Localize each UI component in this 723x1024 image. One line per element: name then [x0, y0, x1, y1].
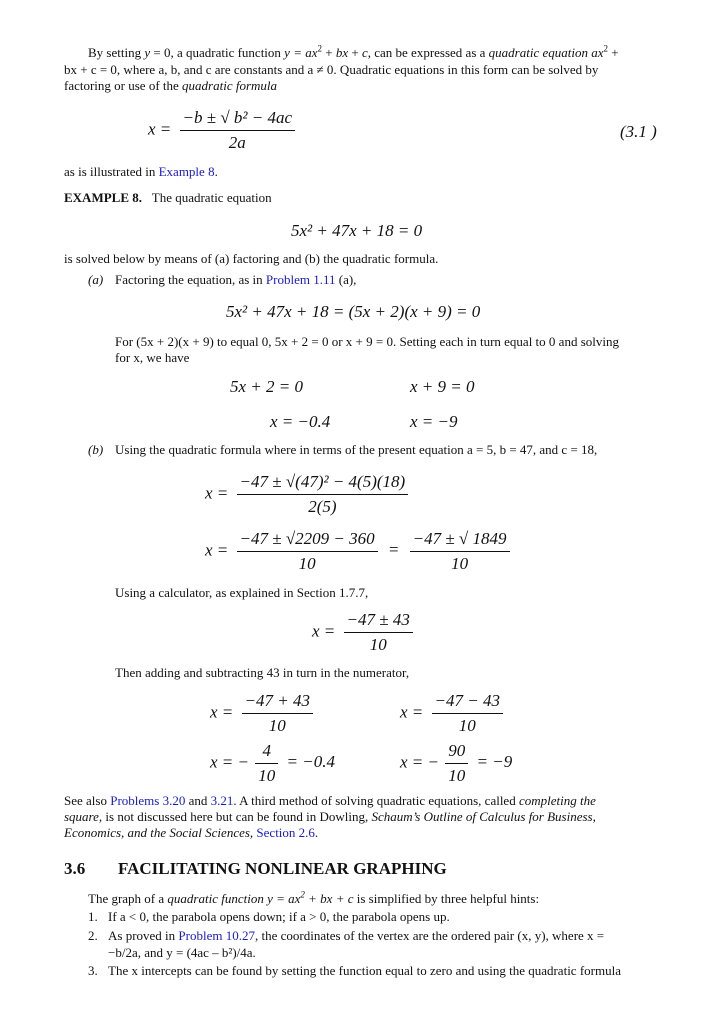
part-a-eq-right-2: x = −9 [410, 412, 458, 431]
hint-3: The x intercepts can be found by setting the function equal to zero and using the quadratic formula [108, 963, 621, 978]
part-a-text: Factoring the equation, as in Problem 1.11 (a), [115, 272, 357, 287]
part-a-factored-equation: 5x² + 47x + 18 = (5x + 2)(x + 9) = 0 [226, 302, 481, 321]
hint-2-line-2: −b/2a, and y = (4ac – b²)/4a. [108, 945, 256, 960]
hint-3-number: 3. [88, 963, 98, 978]
example-8-equation: 5x² + 47x + 18 = 0 [291, 221, 423, 240]
hint-1: If a < 0, the parabola opens down; if a > 0, the parabola opens up. [108, 909, 450, 924]
part-a-for-line-2: for x, we have [115, 350, 190, 365]
example-8-solved-text: is solved below by means of (a) factoring and (b) the quadratic formula. [64, 251, 439, 266]
part-b-formula-5: x = $\frac{-47 - 43}{10}$ [400, 691, 503, 736]
example-8-heading: EXAMPLE 8. The quadratic equation [64, 190, 272, 205]
part-b-formula-3: x = $\frac{-47 \pm 43}{10}$ [312, 610, 413, 655]
part-b-marker: (b) [88, 442, 104, 457]
part-a-eq-left-1: 5x + 2 = 0 [230, 377, 303, 396]
equation-number-3-1: (3.1 ) [620, 122, 657, 141]
part-b-formula-4: x = $\frac{-47 + 43}{10}$ [210, 691, 313, 736]
part-b-formula-6: x = − $\frac{4}{10}$ = −0.4 [210, 741, 335, 785]
part-a-for-line-1: For (5x + 2)(x + 9) to equal 0, 5x + 2 = 0 or x + 9 = 0. Setting each in turn equal to 0 and solving [115, 334, 619, 349]
problem-1-11-link[interactable]: Problem 1.11 [265, 272, 336, 287]
see-also-line-2: square, is not discussed here but can be found in Dowling, Schaum’s Outline of Calculus for Business, [64, 809, 596, 824]
intro-line-1: By setting y = 0, a quadratic function $y = ax^2$ + bx + c, can be expressed as a quadratic equation $ax^2$ + [88, 43, 619, 60]
part-a-marker: (a) [88, 272, 104, 287]
then-text: Then adding and subtracting 43 in turn in the numerator, [115, 665, 410, 680]
part-b-formula-1: x = $\frac{\text{−47 ± √(47)² − 4(5)(18)}}{2(5)}$ [205, 472, 408, 517]
part-b-text: Using the quadratic formula where in terms of the present equation a = 5, b = 47, and c = 18, [115, 442, 598, 457]
section-number: 3.6 [64, 859, 86, 878]
hint-1-number: 1. [88, 909, 98, 924]
part-b-formula-2: x = $\frac{-47 \pm √2209 - 360}{10}$ = $\frac{-47 \pm √ 1849}{10}$ [205, 529, 510, 574]
illustrated-line: as is illustrated in Example 8. [64, 164, 218, 179]
intro-line-2: bx + c = 0, where a, b, and c are constants and a ≠ 0. Quadratic equations in this form can be solved by [64, 62, 599, 77]
quadratic-formula: x = $\frac{\text{−b ± √ b² − 4ac}}{2a}$ [148, 108, 295, 153]
see-also-line-3: Economics, and the Social Sciences, Section 2.6. [64, 825, 319, 840]
part-a-eq-right-1: x + 9 = 0 [410, 377, 475, 396]
hint-2-line-1: As proved in Problem 10.27, the coordinates of the vertex are the ordered pair (x, y), where x = [108, 928, 605, 943]
part-a-eq-left-2: x = −0.4 [270, 412, 331, 431]
intro-line-3: factoring or use of the quadratic formula [64, 78, 278, 93]
section-title: FACILITATING NONLINEAR GRAPHING [118, 859, 447, 878]
graph-intro: The graph of a quadratic function $y = ax^2$ + bx + c is simplified by three helpful hints: [88, 889, 540, 906]
example-8-link[interactable]: Example 8 [158, 164, 215, 179]
hint-2-number: 2. [88, 928, 98, 943]
part-b-formula-7: x = − $\frac{90}{10}$ = −9 [400, 741, 513, 785]
section-2-6-link[interactable]: Section 2.6 [256, 825, 315, 840]
see-also-line-1: See also Problems 3.20 and 3.21. A third method of solving quadratic equations, called completing the [64, 793, 596, 808]
problems-3-20-link[interactable]: Problems 3.20 [110, 793, 186, 808]
calculator-text: Using a calculator, as explained in Section 1.7.7, [115, 585, 369, 600]
problem-3-21-link[interactable]: 3.21 [210, 793, 234, 808]
problem-10-27-link[interactable]: Problem 10.27 [178, 928, 255, 943]
